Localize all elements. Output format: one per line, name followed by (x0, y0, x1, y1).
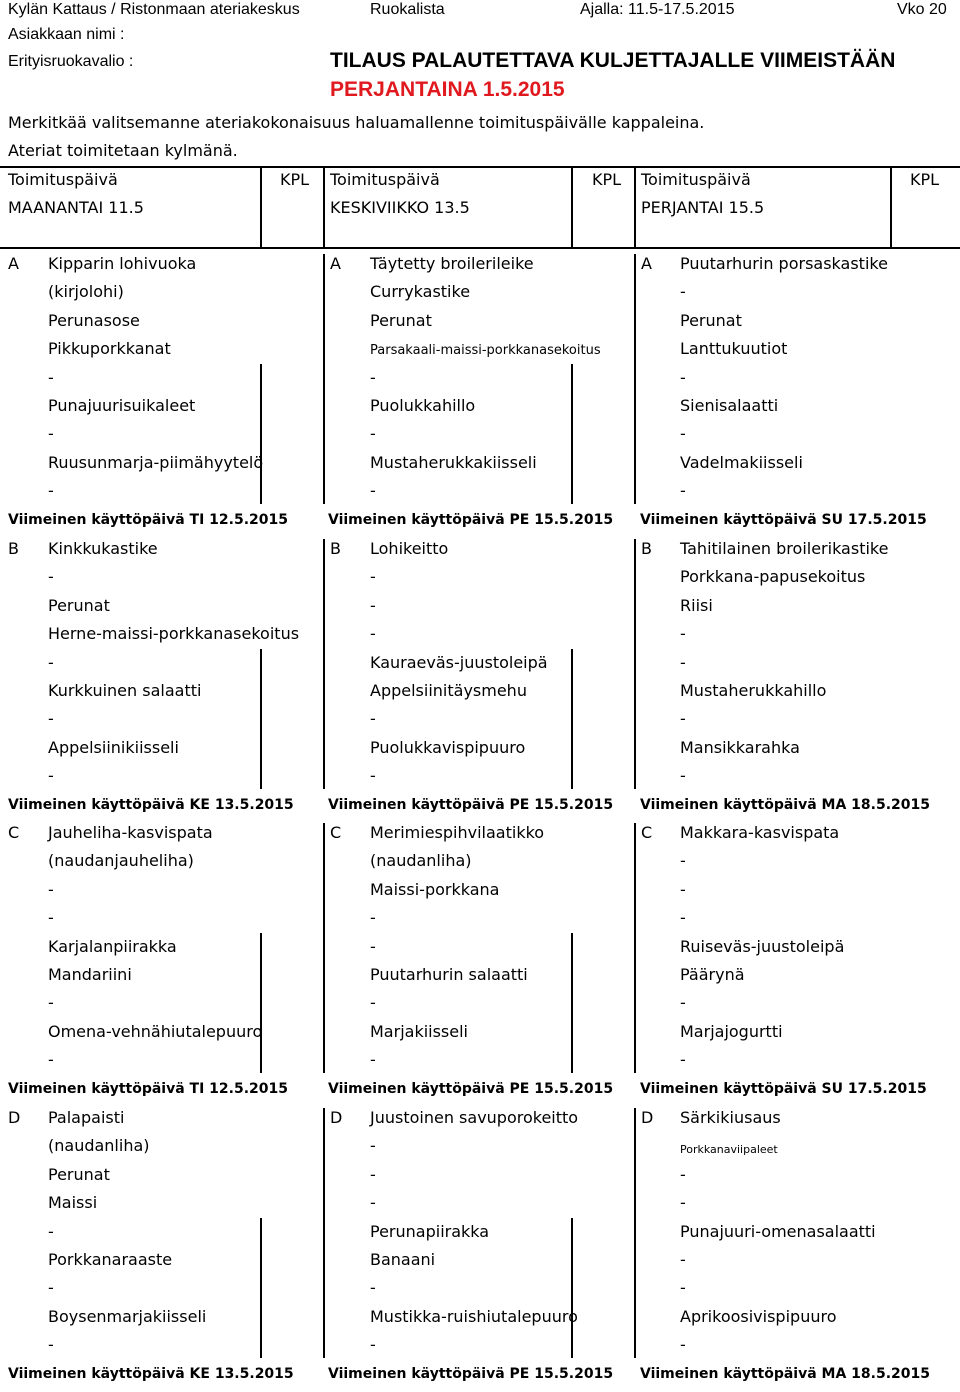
instruction-line1: Merkitkää valitsemanne ateriakokonaisuus haluamallenne toimituspäivälle kappaleina. (8, 113, 705, 132)
kpl-box-divider (260, 364, 262, 504)
menu-item: - (370, 481, 376, 501)
meal-option-letter: D (8, 1108, 21, 1127)
col1-kpl-label: KPL (280, 170, 310, 189)
menu-item: Punajuurisuikaleet (48, 396, 196, 415)
menu-item: Tahitilainen broilerikastike (680, 539, 889, 558)
best-before-date: Viimeinen käyttöpäivä TI 12.5.2015 (8, 512, 288, 528)
menu-item: Täytetty broilerileike (370, 254, 534, 273)
menu-item: - (370, 1278, 376, 1298)
menu-item: Perunapiirakka (370, 1221, 490, 1241)
menu-item: (kirjolohi) (48, 282, 124, 302)
menu-item: Mansikkarahka (680, 737, 800, 757)
menu-item: Perunat (680, 310, 742, 330)
menu-item: - (48, 1335, 54, 1355)
meal-option-letter: B (8, 539, 19, 558)
menu-item: Kauraeväs-juustoleipä (370, 652, 548, 672)
menu-item: Makkara-kasvispata (680, 823, 840, 842)
menu-item: - (48, 879, 54, 899)
menu-item: - (680, 1278, 686, 1298)
best-before-date: Viimeinen käyttöpäivä TI 12.5.2015 (8, 1081, 288, 1097)
order-notice-line2: PERJANTAINA 1.5.2015 (330, 78, 565, 101)
menu-item: Perunat (370, 310, 432, 330)
customer-label: Asiakkaan nimi : (8, 26, 125, 43)
column-divider (634, 539, 636, 789)
best-before-date: Viimeinen käyttöpäivä KE 13.5.2015 (8, 797, 294, 813)
menu-item: Jauheliha-kasvispata (48, 823, 213, 842)
header-divider (571, 166, 573, 249)
menu-item: Lanttukuutiot (680, 339, 788, 359)
best-before-date: Viimeinen käyttöpäivä PE 15.5.2015 (328, 512, 614, 528)
header-divider (634, 166, 636, 249)
menu-item: - (370, 936, 376, 956)
menu-item: - (48, 993, 54, 1013)
menu-item: (naudanjauheliha) (48, 851, 194, 871)
menu-item: - (680, 1335, 686, 1355)
menu-item: Porkkana-papusekoitus (680, 567, 866, 587)
menu-item: - (370, 424, 376, 444)
column-divider (634, 823, 636, 1073)
org-name: Kylän Kattaus / Ristonmaan ateriakeskus (8, 1, 300, 18)
menu-item: Porkkanaraaste (48, 1250, 173, 1269)
menu-item: Herne-maissi-porkkanasekoitus (48, 624, 300, 644)
menu-item: Kipparin lohivuoka (48, 254, 197, 273)
menu-item: Aprikoosivispipuuro (680, 1306, 837, 1326)
menu-item: Maissi (48, 1193, 98, 1213)
period: Ajalla: 11.5-17.5.2015 (580, 1, 735, 18)
col3-kpl-label: KPL (910, 170, 940, 189)
menu-item: - (370, 367, 376, 387)
header-divider (890, 166, 892, 249)
best-before-date: Viimeinen käyttöpäivä KE 13.5.2015 (8, 1366, 294, 1382)
menu-item: - (680, 709, 686, 729)
menu-item: Merimiespihvilaatikko (370, 823, 545, 842)
kpl-box-divider (260, 1218, 262, 1358)
menu-item: Perunat (48, 595, 110, 615)
menu-item: Särkikiusaus (680, 1108, 781, 1127)
column-divider (634, 1108, 636, 1358)
menu-item: - (48, 908, 54, 928)
menu-item: - (680, 1164, 686, 1184)
menu-item: Currykastike (370, 282, 471, 302)
meal-option-letter: C (641, 823, 653, 842)
col2-kpl-label: KPL (592, 170, 622, 189)
menu-item: - (370, 567, 376, 587)
menu-item: Mandariini (48, 965, 132, 984)
menu-item: Vadelmakiisseli (680, 452, 803, 472)
menu-item: Puutarhurin porsaskastike (680, 254, 888, 273)
column-divider (323, 539, 325, 789)
menu-item: (naudanliha) (370, 851, 472, 871)
menu-item: Omena-vehnähiutalepuuro (48, 1021, 263, 1041)
menu-item: - (48, 766, 54, 786)
menu-item: Päärynä (680, 965, 745, 984)
menu-item: - (48, 567, 54, 587)
menu-item: - (680, 1250, 686, 1269)
menu-item: Kinkkukastike (48, 539, 158, 558)
menu-item: Puolukkahillo (370, 396, 476, 415)
menu-item: Sienisalaatti (680, 396, 779, 415)
menu-item: Marjajogurtti (680, 1021, 783, 1041)
menu-item: - (370, 595, 376, 615)
menu-item: - (48, 481, 54, 501)
menu-item: - (680, 851, 686, 871)
col3-delivery-label: Toimituspäivä (641, 170, 751, 189)
menu-item: - (370, 624, 376, 644)
column-divider (634, 254, 636, 504)
menu-item: Maissi-porkkana (370, 879, 500, 899)
menu-item: Pikkuporkkanat (48, 339, 171, 359)
menu-item: - (680, 624, 686, 644)
menu-item: - (370, 1164, 376, 1184)
menu-item: - (48, 1221, 54, 1241)
menu-item: Puutarhurin salaatti (370, 965, 528, 984)
document-title: Ruokalista (370, 1, 445, 18)
menu-item: Perunat (48, 1164, 110, 1184)
menu-item: Perunasose (48, 310, 140, 330)
menu-item: Appelsiinikiisseli (48, 737, 179, 757)
menu-item: - (680, 766, 686, 786)
menu-item: Boysenmarjakiisseli (48, 1306, 207, 1326)
menu-item: - (370, 1335, 376, 1355)
menu-item: - (680, 908, 686, 928)
best-before-date: Viimeinen käyttöpäivä MA 18.5.2015 (640, 1366, 931, 1382)
order-notice-line1: TILAUS PALAUTETTAVA KULJETTAJALLE VIIMEISTÄÄN (330, 49, 896, 72)
menu-item: - (680, 1050, 686, 1070)
menu-item: - (680, 481, 686, 501)
menu-item: - (48, 1050, 54, 1070)
best-before-date: Viimeinen käyttöpäivä PE 15.5.2015 (328, 1081, 614, 1097)
menu-item: - (370, 766, 376, 786)
col2-day: KESKIVIIKKO 13.5 (330, 198, 470, 217)
best-before-date: Viimeinen käyttöpäivä SU 17.5.2015 (640, 1081, 927, 1097)
meal-option-letter: B (641, 539, 652, 558)
menu-item: Karjalanpiirakka (48, 936, 177, 956)
col1-day: MAANANTAI 11.5 (8, 198, 144, 217)
menu-item: - (370, 1193, 376, 1213)
col3-day: PERJANTAI 15.5 (641, 198, 765, 217)
menu-item: Puolukkavispipuuro (370, 737, 526, 757)
kpl-box-divider (571, 1218, 573, 1358)
column-divider (323, 254, 325, 504)
best-before-date: Viimeinen käyttöpäivä SU 17.5.2015 (640, 512, 927, 528)
menu-item: Juustoinen savuporokeitto (370, 1108, 579, 1127)
menu-item: - (48, 652, 54, 672)
meal-option-letter: A (641, 254, 652, 273)
menu-item: Porkkanaviipaleet (680, 1143, 778, 1157)
meal-option-letter: C (330, 823, 342, 842)
menu-item: (naudanliha) (48, 1136, 150, 1156)
menu-item: - (370, 908, 376, 928)
col1-delivery-label: Toimituspäivä (8, 170, 118, 189)
menu-item: Marjakiisseli (370, 1021, 468, 1041)
menu-item: Ruiseväs-juustoleipä (680, 936, 845, 956)
meal-option-letter: D (641, 1108, 654, 1127)
menu-item: Appelsiinitäysmehu (370, 681, 527, 700)
kpl-box-divider (571, 933, 573, 1073)
menu-item: - (370, 993, 376, 1013)
menu-item: Lohikeitto (370, 539, 449, 558)
menu-item: - (680, 1193, 686, 1213)
menu-item: Mustaherukkahillo (680, 681, 827, 700)
menu-item: - (48, 1278, 54, 1298)
header-divider (323, 166, 325, 249)
column-divider (323, 823, 325, 1073)
menu-item: - (370, 709, 376, 729)
menu-item: Banaani (370, 1250, 436, 1269)
menu-item: Ruusunmarja-piimähyytelö (48, 452, 264, 472)
menu-item: Mustikka-ruishiutalepuuro (370, 1306, 578, 1326)
menu-item: - (680, 652, 686, 672)
special-diet-label: Erityisruokavalio : (8, 53, 134, 70)
col2-delivery-label: Toimituspäivä (330, 170, 440, 189)
kpl-box-divider (260, 649, 262, 789)
menu-item: - (48, 709, 54, 729)
meal-option-letter: B (330, 539, 341, 558)
kpl-box-divider (571, 364, 573, 504)
meal-option-letter: C (8, 823, 20, 842)
kpl-box-divider (260, 933, 262, 1073)
menu-item: - (680, 282, 686, 302)
menu-item: Punajuuri-omenasalaatti (680, 1221, 876, 1241)
best-before-date: Viimeinen käyttöpäivä PE 15.5.2015 (328, 1366, 614, 1382)
kpl-box-divider (571, 649, 573, 789)
instruction-line2: Ateriat toimitetaan kylmänä. (8, 141, 238, 160)
menu-item: Riisi (680, 595, 713, 615)
meal-option-letter: D (330, 1108, 343, 1127)
meal-option-letter: A (330, 254, 341, 273)
menu-item: Kurkkuinen salaatti (48, 681, 202, 700)
menu-item: - (680, 367, 686, 387)
menu-item: Palapaisti (48, 1108, 125, 1127)
menu-item: - (680, 424, 686, 444)
menu-item: - (48, 424, 54, 444)
column-divider (323, 1108, 325, 1358)
menu-item: Parsakaali-maissi-porkkanasekoitus (370, 343, 601, 359)
menu-item: - (48, 367, 54, 387)
menu-item: Mustaherukkakiisseli (370, 452, 537, 472)
header-bottom-border (0, 247, 960, 249)
week-number: Vko 20 (897, 1, 947, 18)
menu-item: - (370, 1050, 376, 1070)
header-divider (260, 166, 262, 249)
meal-option-letter: A (8, 254, 19, 273)
best-before-date: Viimeinen käyttöpäivä PE 15.5.2015 (328, 797, 614, 813)
menu-item: - (680, 993, 686, 1013)
menu-item: - (370, 1136, 376, 1156)
best-before-date: Viimeinen käyttöpäivä MA 18.5.2015 (640, 797, 931, 813)
menu-item: - (680, 879, 686, 899)
header-top-border (0, 166, 960, 168)
